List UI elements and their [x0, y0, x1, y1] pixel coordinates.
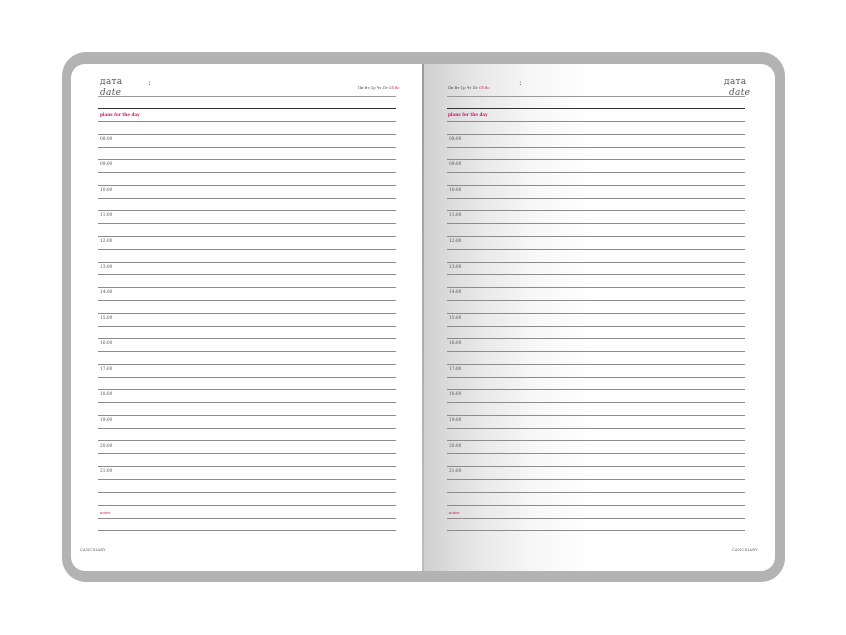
row-line	[98, 313, 396, 314]
notes-label-left: notes	[100, 510, 111, 515]
row-line	[447, 440, 745, 441]
hour-label-left: 19:00	[100, 418, 113, 423]
weekday-mon[interactable]: Пн	[448, 86, 455, 90]
weekday-tue[interactable]: Вт	[454, 86, 461, 90]
hour-label-left: 17:00	[100, 367, 113, 372]
row-line	[447, 518, 745, 519]
weekday-selector-left[interactable]	[358, 86, 400, 90]
hour-label-right: 15:00	[449, 316, 462, 321]
row-line	[98, 530, 396, 531]
weekday-sun[interactable]: Вс	[484, 86, 490, 90]
row-line	[447, 415, 745, 416]
row-line	[98, 518, 396, 519]
row-line	[98, 505, 396, 506]
weekday-tue[interactable]: Вт	[364, 86, 371, 90]
row-line	[447, 185, 745, 186]
row-line	[98, 338, 396, 339]
hour-label-left: 10:00	[100, 188, 113, 193]
row-line	[98, 440, 396, 441]
row-line	[98, 377, 396, 378]
row-line	[98, 198, 396, 199]
row-line	[447, 210, 745, 211]
hour-label-right: 10:00	[449, 188, 462, 193]
hour-label-left: 15:00	[100, 316, 113, 321]
row-line	[447, 313, 745, 314]
hour-label-right: 17:00	[449, 367, 462, 372]
date-colon-left: :	[148, 78, 151, 87]
row-line	[98, 300, 396, 301]
hour-label-right: 12:00	[449, 239, 462, 244]
row-line	[98, 274, 396, 275]
weekday-selector-right[interactable]	[448, 86, 490, 90]
date-label-en-left: date	[100, 88, 122, 98]
plans-label-left: plans for the day	[100, 112, 140, 117]
hour-label-right: 14:00	[449, 290, 462, 295]
row-line	[447, 274, 745, 275]
hour-label-right: 16:00	[449, 341, 462, 346]
row-line	[98, 492, 396, 493]
row-line	[447, 159, 745, 160]
row-line	[98, 210, 396, 211]
weekday-sat[interactable]: Сб	[388, 86, 395, 90]
hour-label-left: 14:00	[100, 290, 113, 295]
plans-label-right: plans for the day	[448, 112, 488, 117]
row-line	[447, 479, 745, 480]
row-line	[447, 492, 745, 493]
row-line	[447, 530, 745, 531]
row-line	[98, 121, 396, 122]
weekday-mon[interactable]: Пн	[358, 86, 365, 90]
hour-label-right: 13:00	[449, 265, 462, 270]
row-line	[447, 287, 745, 288]
row-line	[447, 428, 745, 429]
hour-label-right: 11:00	[449, 213, 462, 218]
row-line	[447, 262, 745, 263]
row-line	[447, 198, 745, 199]
row-line	[447, 249, 745, 250]
date-underline-left	[98, 96, 396, 97]
row-line	[98, 159, 396, 160]
brand-mark-left: CANCDIARY	[80, 548, 106, 552]
row-line	[447, 236, 745, 237]
row-line	[98, 185, 396, 186]
hour-label-right: 08:00	[449, 137, 462, 142]
row-line	[447, 389, 745, 390]
hour-label-left: 11:00	[100, 213, 113, 218]
row-line	[98, 453, 396, 454]
date-label-ru-left: дата	[100, 77, 123, 87]
row-line	[98, 249, 396, 250]
row-line	[98, 326, 396, 327]
row-line	[447, 402, 745, 403]
row-line	[447, 223, 745, 224]
row-line	[98, 428, 396, 429]
hour-label-left: 08:00	[100, 137, 113, 142]
hour-label-left: 12:00	[100, 239, 113, 244]
hour-label-left: 09:00	[100, 162, 113, 167]
row-line	[447, 326, 745, 327]
weekday-fri[interactable]: Пт	[382, 86, 389, 90]
row-line	[447, 351, 745, 352]
hour-label-right: 21:00	[449, 469, 462, 474]
header-rule-right	[447, 108, 745, 109]
date-underline-right	[447, 96, 745, 97]
notes-label-right: notes	[449, 510, 460, 515]
weekday-wed[interactable]: Ср	[460, 86, 467, 90]
weekday-thu[interactable]: Чт	[466, 86, 473, 90]
weekday-sat[interactable]: Сб	[478, 86, 485, 90]
hour-label-left: 16:00	[100, 341, 113, 346]
weekday-thu[interactable]: Чт	[376, 86, 383, 90]
date-label-en-right: date	[729, 88, 751, 98]
hour-label-right: 20:00	[449, 444, 462, 449]
hour-label-right: 09:00	[449, 162, 462, 167]
date-label-ru-right: дата	[724, 77, 747, 87]
row-line	[98, 236, 396, 237]
row-line	[447, 172, 745, 173]
left-page	[71, 64, 423, 571]
hour-label-right: 18:00	[449, 392, 462, 397]
row-line	[98, 389, 396, 390]
hour-label-left: 20:00	[100, 444, 113, 449]
row-line	[447, 377, 745, 378]
row-line	[98, 466, 396, 467]
row-line	[447, 134, 745, 135]
row-line	[98, 415, 396, 416]
brand-mark-right: CANCDIARY	[732, 548, 758, 552]
right-page	[423, 64, 775, 571]
row-line	[98, 223, 396, 224]
row-line	[447, 300, 745, 301]
weekday-sun[interactable]: Вс	[394, 86, 400, 90]
row-line	[447, 505, 745, 506]
hour-label-left: 21:00	[100, 469, 113, 474]
page-gutter	[422, 64, 424, 571]
row-line	[447, 121, 745, 122]
hour-label-right: 19:00	[449, 418, 462, 423]
hour-label-left: 18:00	[100, 392, 113, 397]
row-line	[98, 147, 396, 148]
row-line	[98, 351, 396, 352]
weekday-fri[interactable]: Пт	[472, 86, 479, 90]
row-line	[98, 134, 396, 135]
hour-label-left: 13:00	[100, 265, 113, 270]
row-line	[98, 287, 396, 288]
row-line	[447, 147, 745, 148]
weekday-wed[interactable]: Ср	[370, 86, 377, 90]
row-line	[98, 172, 396, 173]
date-colon-right: :	[519, 78, 522, 87]
row-line	[98, 402, 396, 403]
row-line	[447, 338, 745, 339]
row-line	[447, 453, 745, 454]
row-line	[98, 262, 396, 263]
header-rule-left	[98, 108, 396, 109]
row-line	[98, 364, 396, 365]
row-line	[447, 364, 745, 365]
row-line	[98, 479, 396, 480]
row-line	[447, 466, 745, 467]
